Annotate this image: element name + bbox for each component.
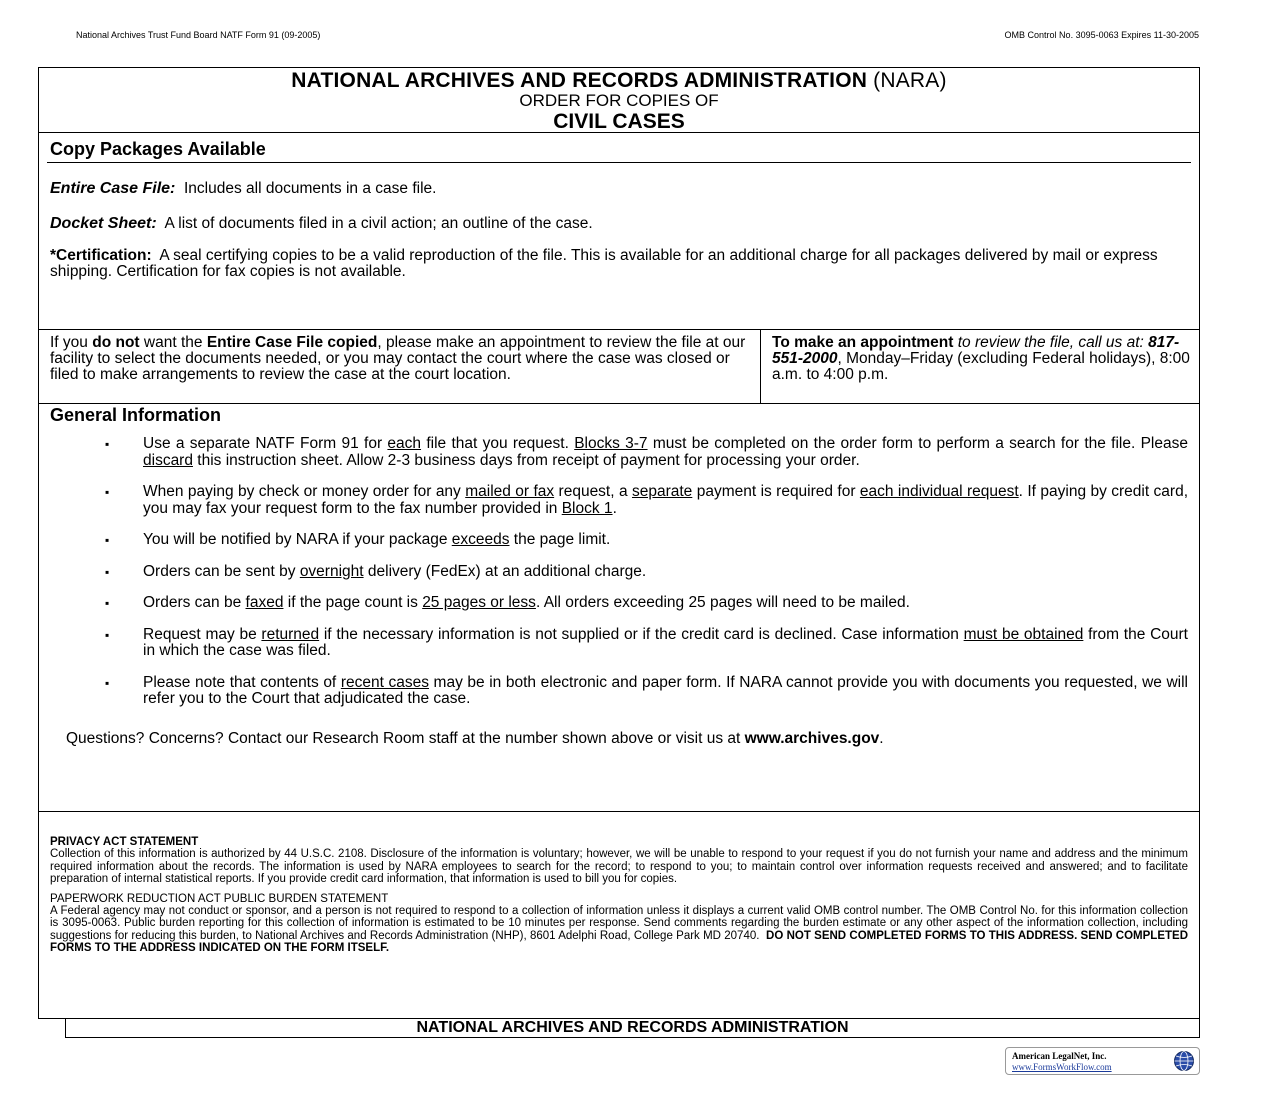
appointment-text: To make an appointment to review the file, call us at: 817-551-2000, Monday–Friday (excluding Federal holidays), 8:00 a.m. to 4:00 p.m. <box>772 334 1190 383</box>
logo-name: American LegalNet, Inc. <box>1012 1051 1107 1061</box>
logo-url[interactable]: www.FormsWorkFlow.com <box>1012 1062 1112 1072</box>
paperwork-heading: PAPERWORK REDUCTION ACT PUBLIC BURDEN STATEMENT <box>50 892 389 905</box>
list-item: ▪ Please note that contents of recent cases may be in both electronic and paper form. If NARA cannot provide you with documents you requested, we will refer you to the Court that adjudicated the case. <box>39 675 1199 708</box>
legalnet-logo[interactable] <box>1005 1047 1200 1075</box>
privacy-text: Collection of this information is authorized by 44 U.S.C. 2108. Disclosure of the information is voluntary; however, we will be unable to respond to your request if you do not furnish your name and address and the minimum required information about the records. The information is used by NARA employees to search for the record; to respond to you; to maintain control over information requests received and answered; and to facilitate preparation of internal statistical reports. If you provide credit card information, that information is used to bill you for copies. <box>50 848 1188 885</box>
form-subtitle: ORDER FOR COPIES OF <box>519 91 719 110</box>
agency-title: NATIONAL ARCHIVES AND RECORDS ADMINISTRATION (NARA) <box>291 69 947 92</box>
review-section <box>39 329 1199 404</box>
entire-case-file-package: Entire Case File: Includes all documents in a case file. <box>50 180 437 197</box>
omb-control-note: OMB Control No. 3095-0063 Expires 11-30-2005 <box>1004 30 1199 40</box>
general-heading: General Information <box>50 405 222 425</box>
list-item: ▪ When paying by check or money order for any mailed or fax request, a separate payment is required for each individual request. If paying by credit card, you may fax your request form to the fax number provided in Block 1. <box>39 484 1199 517</box>
footer-agency: NATIONAL ARCHIVES AND RECORDS ADMINISTRATION <box>65 1019 1200 1038</box>
list-item: ▪ Orders can be faxed if the page count is 25 pages or less. All orders exceeding 25 pages will need to be mailed. <box>39 595 1199 612</box>
form-number-note: National Archives Trust Fund Board NATF Form 91 (09-2005) <box>76 30 321 40</box>
globe-icon <box>1173 1050 1195 1072</box>
paperwork-text: A Federal agency may not conduct or sponsor, and a person is not required to respond to a collection of information unless it displays a current valid OMB control number. The OMB Control No. for this information collection is 3095-0063. Public burden reporting for this collection of information is estimated to be 10 minutes per response. Send comments regarding the burden estimate or any other aspect of the information collection, including suggestions for reducing this burden, to National Archives and Records Administration (NHP), 8601 Adelphi Road, College Park MD 20740. DO NOT SEND COMPLETED FORMS TO THIS ADDRESS. SEND COMPLETED FORMS TO THE ADDRESS INDICATED ON THE FORM ITSELF. <box>50 904 1189 954</box>
certification-package: *Certification: A seal certifying copies to be a valid reproduction of the file. This is available for an additional charge for all packages delivered by mail or express shipping. Certification for fax copies is not available. <box>50 247 1158 280</box>
list-item: ▪ You will be notified by NARA if your package exceeds the page limit. <box>39 532 1199 549</box>
docket-sheet-package: Docket Sheet: A list of documents filed in a civil action; an outline of the case. <box>50 215 593 232</box>
form-title: CIVIL CASES <box>553 110 685 133</box>
list-item: ▪ Use a separate NATF Form 91 for each file that you request. Blocks 3-7 must be completed on the order form to perform a search for the file. Please discard this instruction sheet. Allow 2-3 business days from receipt of payment for processing your order. <box>39 436 1199 469</box>
packages-heading: Copy Packages Available <box>50 139 266 159</box>
column-divider <box>760 330 761 403</box>
general-list <box>39 436 1199 708</box>
privacy-heading: PRIVACY ACT STATEMENT <box>50 836 199 848</box>
general-information <box>39 404 1199 748</box>
divider <box>47 162 1191 163</box>
website-link[interactable]: www.archives.gov <box>744 729 880 747</box>
order-form <box>38 67 1200 1019</box>
list-item: ▪ Orders can be sent by overnight delivery (FedEx) at an additional charge. <box>39 564 1199 581</box>
form-header <box>39 68 1199 133</box>
review-file-text: If you do not want the Entire Case File copied, please make an appointment to review the file at our facility to select the documents needed, or you may contact the court where the case was closed or filed to make arrangements to review the case at the court location. <box>50 334 746 383</box>
list-item: ▪ Request may be returned if the necessary information is not supplied or if the credit card is declined. Case information must be obtained from the Court in which the case was filed. <box>39 627 1199 660</box>
statements-section <box>39 811 1199 955</box>
questions-line: Questions? Concerns? Contact our Research Room staff at the number shown above or visit us at www.archives.gov. <box>66 729 884 747</box>
